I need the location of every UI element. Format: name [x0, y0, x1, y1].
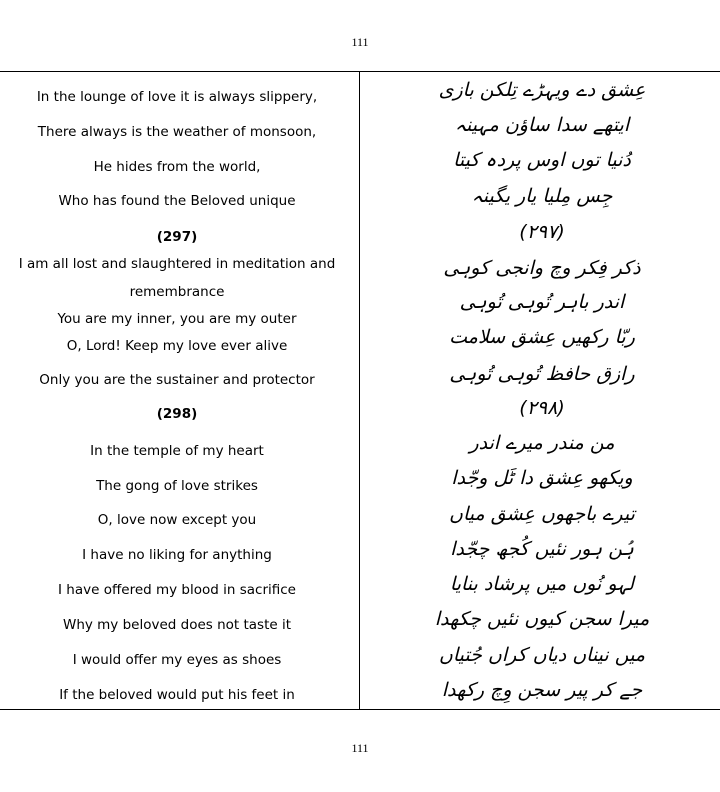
english-line-5: I am all lost and slaughtered in meditation and remembrance: [18, 256, 336, 300]
urdu-verse-number-297: (۲۹۷): [519, 221, 565, 243]
urdu-line-6: اندر باہر تُوہی تُوہی: [459, 291, 625, 313]
top-rule: [0, 71, 720, 72]
urdu-line-7: ربّا رکھیں عِشق سلامت: [449, 326, 635, 348]
english-line-15: I would offer my eyes as shoes: [72, 652, 282, 668]
urdu-line-15: میں نیناں دیاں کراں جُتیاں: [438, 644, 646, 666]
urdu-line-16: جے کر پیر سجن وِچ رکھدا: [441, 679, 643, 701]
verse-number-298: (298): [156, 406, 198, 422]
english-line-9: In the temple of my heart: [90, 443, 264, 459]
english-line-13: I have offered my blood in sacrifice: [58, 582, 296, 598]
urdu-line-13: لہو نُوں میں پرشاد بنایا: [449, 573, 635, 595]
urdu-line-14: میرا سجن کیوں نئیں چکھدا: [434, 608, 650, 630]
english-line-6: You are my inner, you are my outer: [57, 311, 297, 327]
english-line-1: In the lounge of love it is always slippery,: [36, 89, 318, 105]
urdu-line-8: رازق حافظ تُوہی تُوہی: [449, 363, 635, 385]
english-line-16: If the beloved would put his feet in: [59, 687, 295, 703]
urdu-line-5: ذکر فِکر وچ وانجی کوہی: [443, 257, 641, 279]
english-line-2: There always is the weather of monsoon,: [37, 124, 317, 140]
english-line-10: The gong of love strikes: [96, 478, 258, 494]
page-number-bottom: 111: [351, 741, 369, 755]
english-line-14: Why my beloved does not taste it: [62, 617, 292, 633]
bottom-rule: [0, 709, 720, 710]
english-line-7: O, Lord! Keep my love ever alive: [66, 338, 288, 354]
urdu-line-4: جِس مِلیا یار یگینہ: [471, 185, 613, 207]
english-line-3: He hides from the world,: [93, 159, 261, 175]
english-line-11: O, love now except you: [97, 512, 257, 528]
column-divider: [359, 71, 360, 710]
urdu-line-9: من مندر میرے اندر: [469, 432, 615, 454]
english-line-8: Only you are the sustainer and protector: [39, 372, 315, 388]
verse-number-297: (297): [156, 229, 198, 245]
urdu-line-3: دُنیا توں اوس پردہ کیتا: [453, 149, 631, 171]
english-line-12: I have no liking for anything: [82, 547, 272, 563]
urdu-line-10: ویکھو عِشق دا ٹَل وجّدا: [451, 467, 633, 489]
urdu-line-12: ہُن ہور نئیں کُجھ چجّدا: [450, 538, 634, 560]
english-line-4: Who has found the Beloved unique: [58, 193, 296, 209]
urdu-line-1: عِشق دے ویہڑے تِلکن بازی: [438, 79, 646, 101]
urdu-line-2: ایتھے سدا ساؤن مہینہ: [454, 114, 630, 136]
urdu-verse-number-298: (۲۹۸): [519, 397, 565, 419]
page-number-top: 111: [351, 35, 369, 49]
urdu-line-11: تیرے باجھوں عِشق میاں: [449, 503, 635, 525]
